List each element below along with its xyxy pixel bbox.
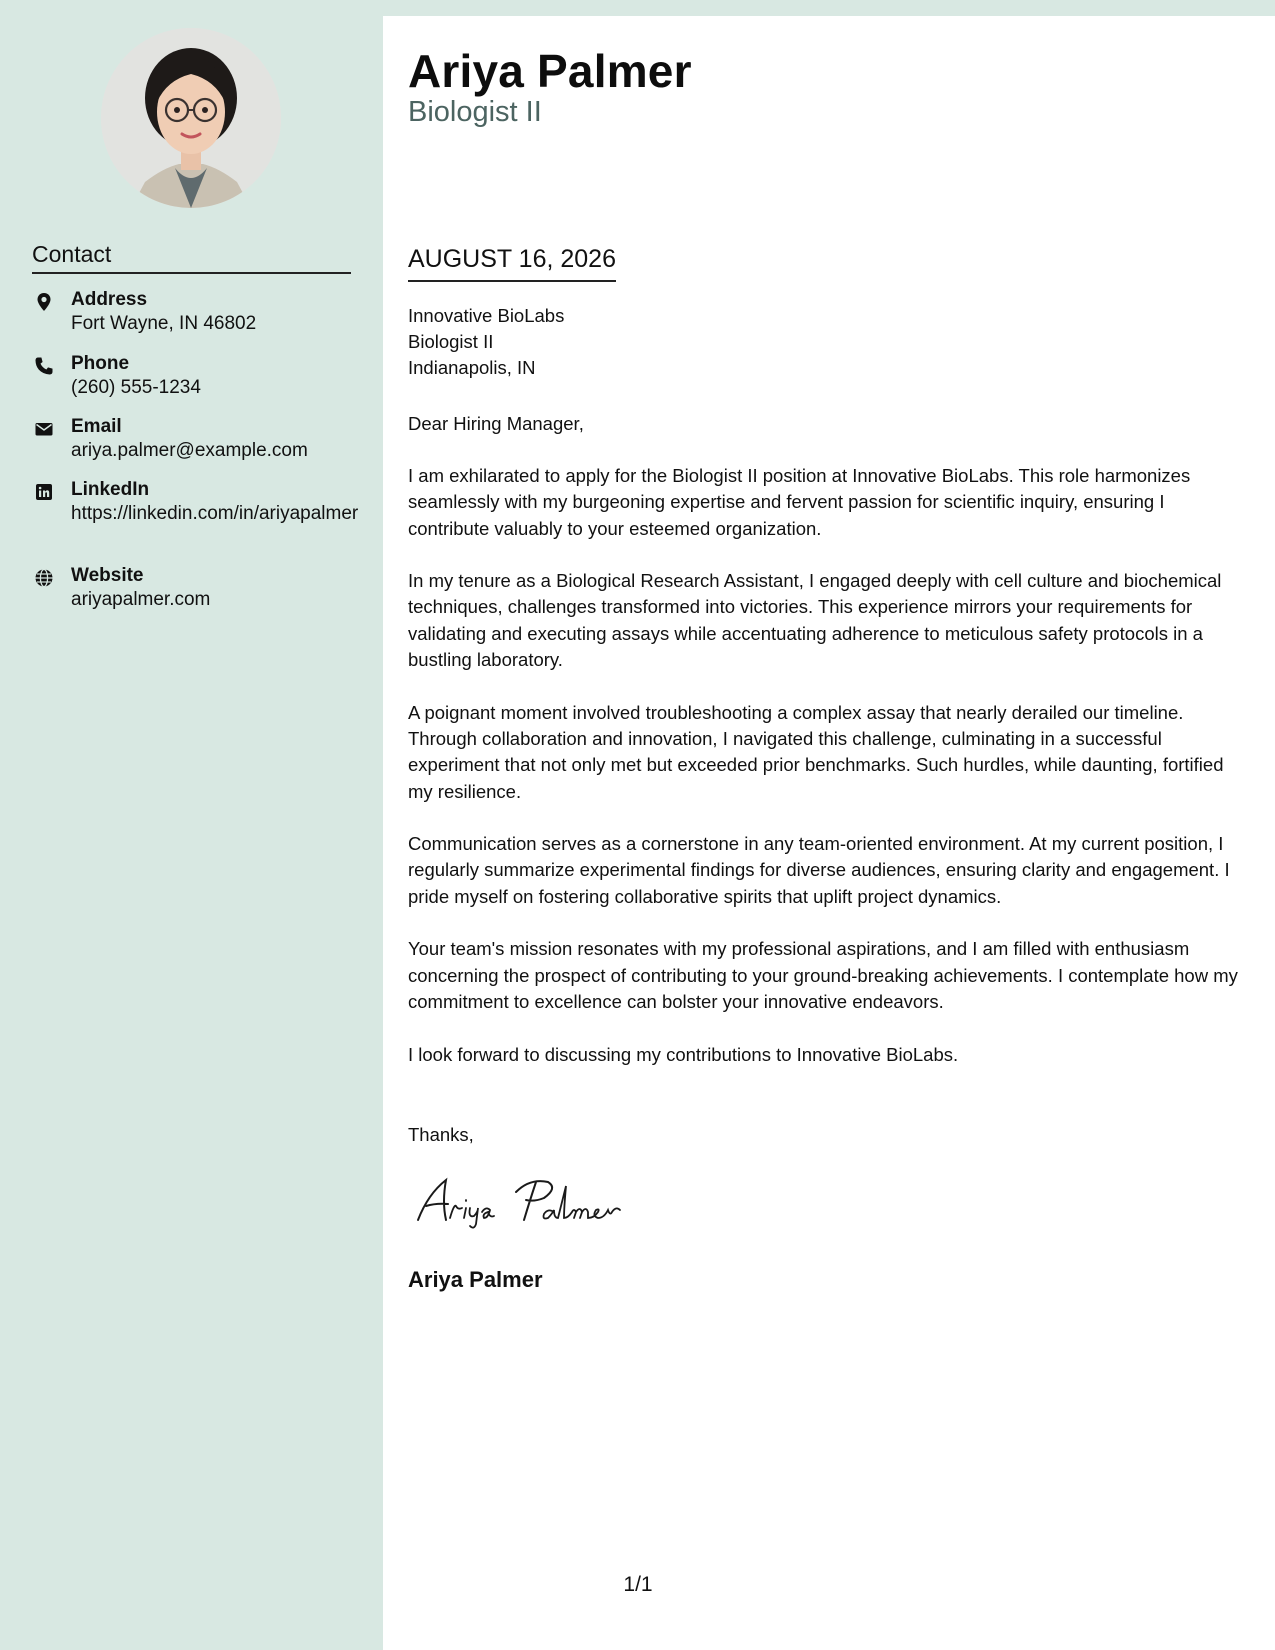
phone-icon [34,356,54,376]
contact-label: LinkedIn [71,479,150,500]
signer-name: Ariya Palmer [408,1267,543,1292]
closing: Thanks, [408,1124,474,1145]
website-value[interactable]: ariyapalmer.com [71,589,211,610]
globe-icon [34,568,54,588]
body-paragraph: Communication serves as a cornerstone in any team-oriented environment. At my current position, I regularly summarize experimental findings for diverse audiences, ensuring clarity and engagement. I pride myself on fostering collaborative spirits that uplift project dynamics. [408,833,1230,907]
body-paragraph: In my tenure as a Biological Research Assistant, I engaged deeply with cell culture and biochemical techniques, challenges transformed into victories. This experience mirrors your requirements for validating and executing assays while accentuating adherence to meticulous safety protocols in a bustling laboratory. [408,570,1222,671]
contact-label: Website [71,565,144,586]
profile-photo-image [101,28,281,208]
recipient-company: Innovative BioLabs [408,305,565,326]
letter-date: AUGUST 16, 2026 [408,244,616,282]
handwritten-signature [412,1172,672,1232]
applicant-name: Ariya Palmer [408,45,692,97]
page-number: 1/1 [623,1573,653,1596]
contact-heading: Contact [32,240,351,274]
sidebar [0,0,383,1650]
recipient-position: Biologist II [408,331,494,352]
linkedin-icon [34,482,54,502]
linkedin-value[interactable]: https://linkedin.com/in/ariyapalmer [71,503,359,524]
recipient-location: Indianapolis, IN [408,357,536,378]
contact-label: Email [71,416,122,437]
phone-value: (260) 555-1234 [71,377,201,398]
signature-drawing [412,1172,672,1232]
contact-label: Phone [71,353,130,374]
address-value: Fort Wayne, IN 46802 [71,313,257,334]
profile-photo [101,28,281,208]
applicant-title: Biologist II [408,96,542,128]
map-pin-icon [34,292,54,312]
letter-body [408,463,1248,1094]
recipient-block [408,303,564,381]
body-paragraph: I look forward to discussing my contributions to Innovative BioLabs. [408,1043,959,1065]
envelope-icon [34,419,54,439]
body-paragraph: Your team's mission resonates with my professional aspirations, and I am filled with enthusiasm concerning the prospect of contributing to your ground-breaking achievements. I contemplate how my commitment to excellence can bolster your innovative endeavors. [408,938,1238,1012]
body-paragraph: I am exhilarated to apply for the Biologist II position at Innovative BioLabs. This role harmonizes seamlessly with my burgeoning expertise and fervent passion for scientific inquiry, ensuring I contribute valuably to your esteemed organization. [408,465,1191,539]
salutation: Dear Hiring Manager, [408,413,584,434]
email-value[interactable]: ariya.palmer@example.com [71,440,308,461]
contact-label: Address [71,289,148,310]
body-paragraph: A poignant moment involved troubleshooting a complex assay that nearly derailed our timeline. Through collaboration and innovation, I navigated this challenge, culminating in a successful experiment that not only met but exceeded prior benchmarks. Such hurdles, while daunting, fortified my resilience. [408,701,1224,802]
